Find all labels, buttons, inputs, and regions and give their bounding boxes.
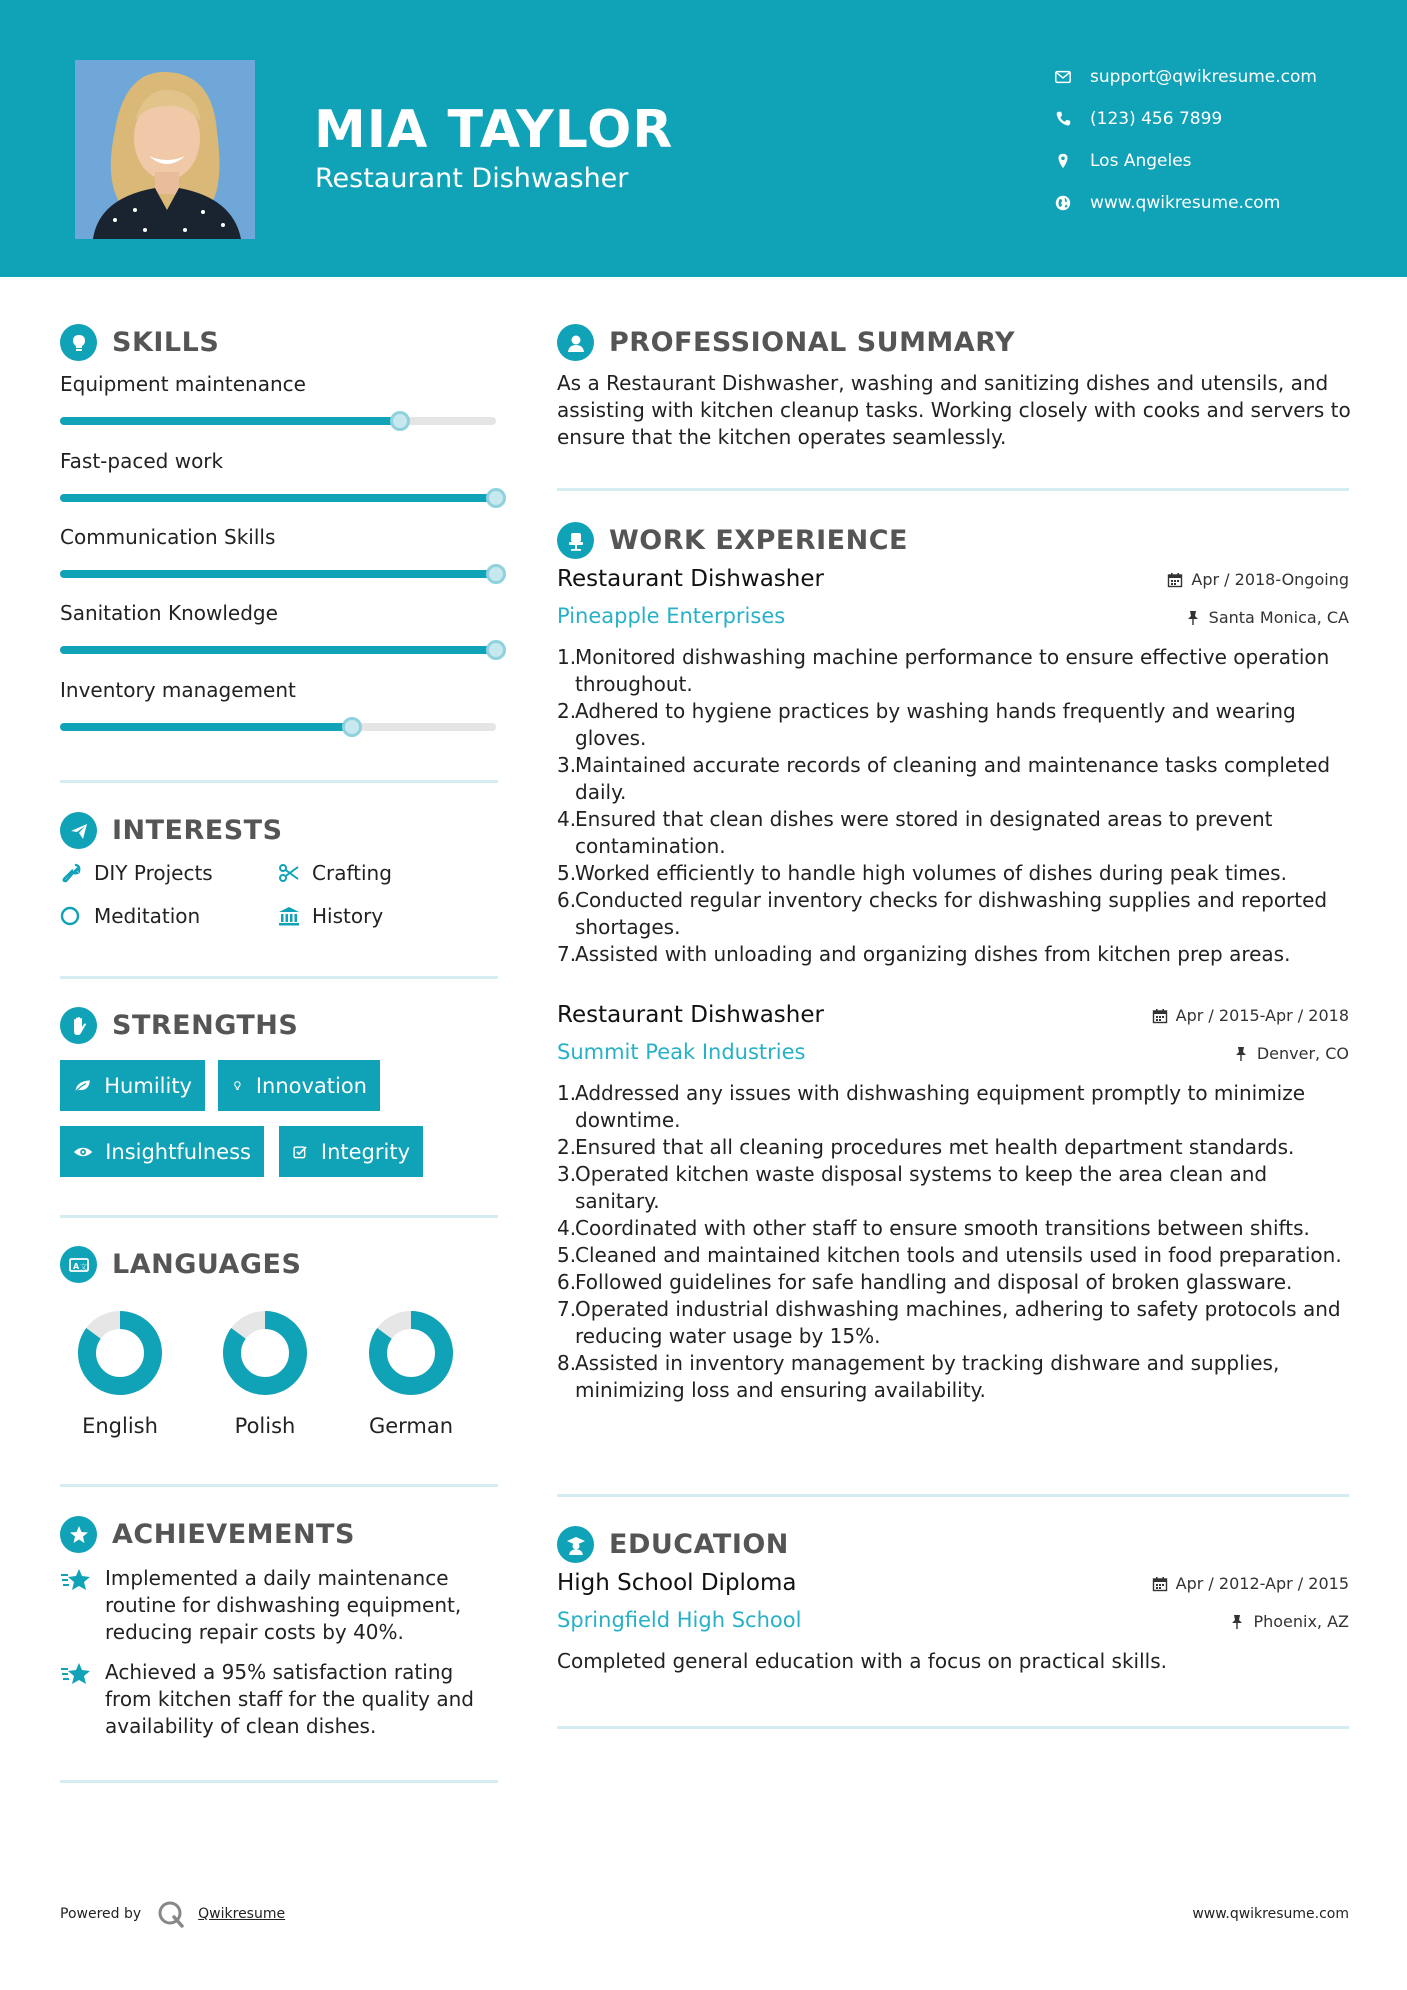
languages-heading <box>60 1246 301 1283</box>
lightbulb-icon <box>231 1076 244 1096</box>
job-location <box>1233 1044 1349 1063</box>
chair-badge-icon <box>557 522 594 559</box>
footer-powered-by <box>60 1899 285 1929</box>
skill-bar-knob <box>342 717 362 737</box>
job-bullet: 7. Assisted with unloading and organizing dishes from kitchen prep areas. <box>557 942 1291 966</box>
graduate-badge-icon <box>557 1526 594 1563</box>
job-bullet: 3. Maintained accurate records of cleaning and maintenance tasks completed daily. <box>557 753 1331 804</box>
section-divider <box>60 1484 498 1487</box>
strength-label: Integrity <box>320 1139 410 1164</box>
job-company: Summit Peak Industries <box>557 1040 806 1064</box>
job-bullet: 1. Monitored dishwashing machine performance to ensure effective operation throughout. <box>557 645 1330 696</box>
interests-heading <box>60 812 283 849</box>
bank-icon <box>278 905 300 927</box>
skill-item <box>60 601 496 629</box>
calendar-icon <box>1167 572 1183 588</box>
check-square-icon <box>292 1142 309 1162</box>
skill-bar-fill <box>60 723 352 731</box>
skills-title: SKILLS <box>112 327 220 358</box>
eye-icon <box>73 1142 93 1162</box>
interest-label: DIY Projects <box>94 861 213 885</box>
section-divider <box>60 780 498 783</box>
experience-title: WORK EXPERIENCE <box>609 525 908 556</box>
strength-tag <box>279 1126 423 1177</box>
achievement-item <box>60 1565 500 1646</box>
section-divider <box>60 976 498 979</box>
summary-title: PROFESSIONAL SUMMARY <box>609 327 1016 358</box>
education-date-text: Apr / 2012-Apr / 2015 <box>1175 1574 1349 1593</box>
skill-bar <box>60 646 496 654</box>
skill-bar <box>60 723 496 731</box>
achievement-text: Achieved a 95% satisfaction rating from kitchen staff for the quality and availability of clean dishes. <box>105 1660 474 1738</box>
achievements-heading <box>60 1516 355 1553</box>
job-date <box>1167 570 1349 589</box>
section-divider <box>60 1780 498 1783</box>
star-badge-icon <box>60 1516 97 1553</box>
job-location-text: Denver, CO <box>1256 1044 1349 1063</box>
summary-text: As a Restaurant Dishwasher, washing and sanitizing dishes and utensils, and assisting with kitchen cleanup tasks. Working closely with cooks and servers to ensure that the kitchen operates seamlessly. <box>557 371 1351 449</box>
achievement-item <box>60 1659 500 1740</box>
skill-bar-fill <box>60 417 400 425</box>
job-bullet: 6. Followed guidelines for safe handling and disposal of broken glassware. <box>557 1270 1293 1294</box>
contact-phone-text: (123) 456 7899 <box>1090 109 1223 129</box>
job-bullet-list <box>557 644 1349 968</box>
skill-bar-knob <box>486 640 506 660</box>
strength-tag <box>60 1126 264 1177</box>
language-item <box>205 1308 325 1438</box>
interest-label: Meditation <box>94 904 201 928</box>
contact-email[interactable] <box>1054 56 1384 98</box>
skill-item <box>60 678 496 706</box>
pushpin-icon <box>1229 1614 1245 1630</box>
contact-location-text: Los Angeles <box>1090 151 1192 171</box>
language-donut-chart <box>220 1308 310 1398</box>
svg-text:文: 文 <box>79 1262 87 1271</box>
education-school: Springfield High School <box>557 1608 802 1632</box>
job-bullet: 7. Operated industrial dishwashing machines, adhering to safety protocols and reducing water usage by 15%. <box>557 1297 1341 1348</box>
experience-heading <box>557 522 908 559</box>
job-date-text: Apr / 2018-Ongoing <box>1191 570 1349 589</box>
profile-photo <box>75 60 255 239</box>
location-pin-icon <box>1054 152 1072 170</box>
education-heading <box>557 1526 789 1563</box>
section-divider <box>557 488 1349 491</box>
footer-powered-label: Powered by <box>60 1906 142 1922</box>
language-label: English <box>82 1414 158 1438</box>
job-date <box>1152 1006 1349 1025</box>
job-bullet: 2. Ensured that all cleaning procedures met health department standards. <box>557 1135 1295 1159</box>
section-divider <box>557 1726 1349 1729</box>
job-bullet: 8. Assisted in inventory management by tracking dishware and supplies, minimizing loss and ensuring availability. <box>557 1351 1280 1402</box>
skill-bar-fill <box>60 646 496 654</box>
calendar-icon <box>1152 1576 1168 1592</box>
job-entry <box>557 566 1349 968</box>
job-location-text: Santa Monica, CA <box>1208 608 1349 627</box>
section-divider <box>557 1494 1349 1497</box>
job-location <box>1185 608 1349 627</box>
strengths-title: STRENGTHS <box>112 1010 299 1041</box>
interest-label: History <box>312 904 384 928</box>
candidate-name: MIA TAYLOR <box>314 100 674 160</box>
paper-plane-badge-icon <box>60 812 97 849</box>
interest-item <box>60 904 200 928</box>
scissors-icon <box>278 862 300 884</box>
svg-text:A: A <box>72 1261 79 1271</box>
skill-bar-knob <box>486 488 506 508</box>
job-bullet: 2. Adhered to hygiene practices by washing hands frequently and wearing gloves. <box>557 699 1296 750</box>
strength-tag <box>218 1060 380 1111</box>
wrench-icon <box>60 862 82 884</box>
footer-brand-link[interactable]: Qwikresume <box>198 1906 286 1922</box>
education-location-text: Phoenix, AZ <box>1253 1612 1349 1631</box>
job-role: Restaurant Dishwasher <box>557 1002 824 1028</box>
star-icon <box>60 1567 92 1595</box>
skill-bar-fill <box>60 570 496 578</box>
language-label: Polish <box>234 1414 296 1438</box>
job-company: Pineapple Enterprises <box>557 604 786 628</box>
education-date <box>1152 1574 1349 1593</box>
strength-label: Humility <box>104 1073 192 1098</box>
languages-title: LANGUAGES <box>112 1249 302 1280</box>
interest-item <box>278 861 392 885</box>
skill-bar-knob <box>486 564 506 584</box>
strengths-heading <box>60 1007 298 1044</box>
job-bullet: 1. Addressed any issues with dishwashing equipment promptly to minimize downtime. <box>557 1081 1306 1132</box>
leaf-icon <box>73 1076 92 1096</box>
pushpin-icon <box>1185 610 1201 626</box>
skill-bar-fill <box>60 494 496 502</box>
interest-label: Crafting <box>312 861 392 885</box>
resume-header <box>0 0 1407 277</box>
lightbulb-badge-icon <box>60 324 97 361</box>
candidate-title: Restaurant Dishwasher <box>315 163 629 194</box>
circle-icon <box>60 905 82 927</box>
skill-bar <box>60 417 496 425</box>
achievement-text: Implemented a daily maintenance routine for dishwashing equipment, reducing repair costs by 40%. <box>105 1566 462 1644</box>
education-entry <box>557 1570 1349 1675</box>
job-bullet: 5. Worked efficiently to handle high volumes of dishes during peak times. <box>557 861 1287 885</box>
contact-website-text: www.qwikresume.com <box>1090 193 1281 213</box>
job-role: Restaurant Dishwasher <box>557 566 824 592</box>
interests-title: INTERESTS <box>112 815 283 846</box>
skill-bar <box>60 494 496 502</box>
language-donut-chart <box>75 1308 165 1398</box>
education-location <box>1229 1612 1349 1631</box>
summary-heading <box>557 324 1015 361</box>
skill-bar <box>60 570 496 578</box>
contact-list <box>1054 56 1384 224</box>
language-item <box>60 1308 180 1438</box>
hand-badge-icon <box>60 1007 97 1044</box>
job-bullet: 6. Conducted regular inventory checks for dishwashing supplies and reported shortages. <box>557 888 1328 939</box>
contact-phone[interactable] <box>1054 98 1384 140</box>
contact-email-text: support@qwikresume.com <box>1090 67 1317 87</box>
strength-tag <box>60 1060 205 1111</box>
skills-heading <box>60 324 219 361</box>
achievements-title: ACHIEVEMENTS <box>112 1519 355 1550</box>
globe-icon <box>1054 194 1072 212</box>
section-divider <box>60 1215 498 1218</box>
job-date-text: Apr / 2015-Apr / 2018 <box>1175 1006 1349 1025</box>
education-title: EDUCATION <box>609 1529 789 1560</box>
education-description: Completed general education with a focus on practical skills. <box>557 1649 1167 1673</box>
language-item <box>351 1308 471 1438</box>
language-label: German <box>368 1414 454 1438</box>
contact-location <box>1054 140 1384 182</box>
phone-icon <box>1054 110 1072 128</box>
star-icon <box>60 1661 92 1689</box>
education-degree: High School Diploma <box>557 1570 797 1596</box>
job-bullet: 4. Coordinated with other staff to ensure smooth transitions between shifts. <box>557 1216 1310 1240</box>
footer-website-link[interactable]: www.qwikresume.com <box>1192 1906 1349 1922</box>
qwikresume-logo-icon <box>156 1899 186 1929</box>
skill-label: Sanitation Knowledge <box>60 601 278 625</box>
calendar-icon <box>1152 1008 1168 1024</box>
envelope-icon <box>1054 68 1072 86</box>
skill-label: Fast-paced work <box>60 449 224 473</box>
job-entry <box>557 1002 1349 1404</box>
job-bullet: 5. Cleaned and maintained kitchen tools and utensils used in food preparation. <box>557 1243 1342 1267</box>
language-badge-icon <box>60 1246 97 1283</box>
skill-label: Equipment maintenance <box>60 372 306 396</box>
skill-item <box>60 372 496 400</box>
interest-item <box>60 861 213 885</box>
skill-bar-knob <box>390 411 410 431</box>
job-bullet: 3. Operated kitchen waste disposal systems to keep the area clean and sanitary. <box>557 1162 1268 1213</box>
pushpin-icon <box>1233 1046 1249 1062</box>
language-donut-chart <box>366 1308 456 1398</box>
job-bullet-list <box>557 1080 1349 1404</box>
interest-item <box>278 904 383 928</box>
skill-item <box>60 525 496 553</box>
skill-label: Communication Skills <box>60 525 276 549</box>
strength-label: Innovation <box>255 1073 367 1098</box>
contact-website[interactable] <box>1054 182 1384 224</box>
skill-label: Inventory management <box>60 678 296 702</box>
strength-label: Insightfulness <box>105 1139 251 1164</box>
skill-item <box>60 449 496 477</box>
job-bullet: 4. Ensured that clean dishes were stored in designated areas to prevent contamination. <box>557 807 1273 858</box>
user-badge-icon <box>557 324 594 361</box>
